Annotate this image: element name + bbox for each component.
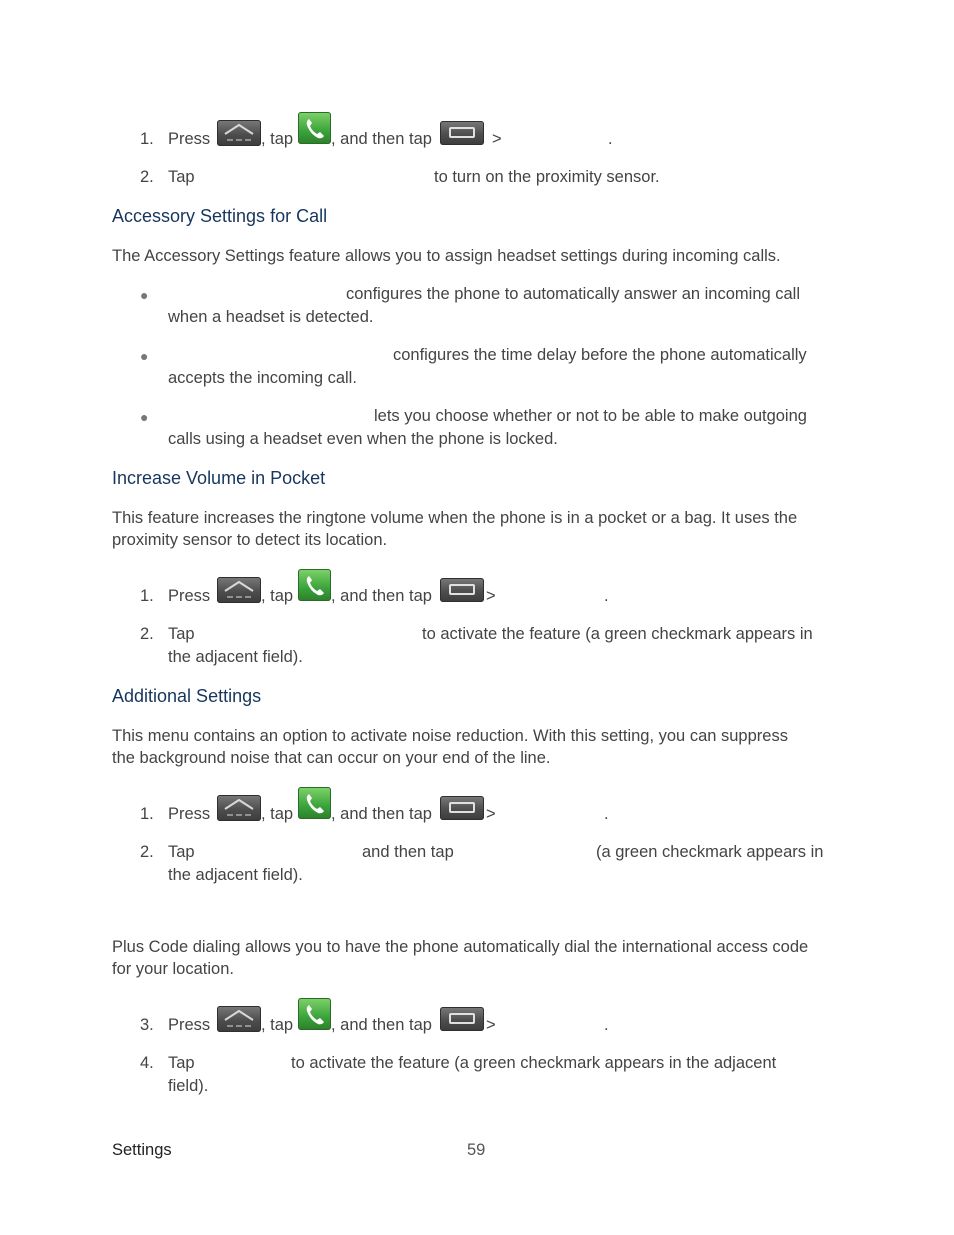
gt-separator: > [492, 130, 502, 148]
then-tap-label: , and then tap [331, 805, 432, 823]
step-number: 2. [140, 168, 154, 186]
bullet-mark: ● [140, 287, 149, 303]
phone-app-icon [298, 112, 331, 144]
period: . [604, 1016, 609, 1034]
press-label: Press [168, 130, 211, 148]
gt-separator: > [486, 805, 496, 823]
phone-app-icon [298, 787, 331, 819]
bullet-mark: ● [140, 409, 149, 425]
section-intro-line: the background noise that can occur on your end of the line. [112, 749, 551, 767]
step-text: (a green checkmark appears in [596, 843, 824, 861]
step-number: 1. [140, 130, 154, 148]
step-text: to activate the feature (a green checkmark appears in the adjacent [291, 1054, 777, 1072]
home-key-icon [217, 577, 261, 603]
tap-label: , tap [261, 805, 294, 823]
page-number: 59 [467, 1141, 486, 1159]
tap-label: , tap [261, 130, 294, 148]
section-heading: Accessory Settings for Call [112, 206, 328, 226]
tap-label: , tap [261, 587, 294, 605]
bullet-text: when a headset is detected. [168, 308, 374, 326]
bullet-text: configures the time delay before the phone automatically [393, 346, 807, 364]
section-intro-line: Plus Code dialing allows you to have the phone automatically dial the international access code [112, 938, 809, 956]
step-text: and then tap [362, 843, 454, 861]
menu-key-icon [440, 578, 484, 602]
then-tap-label: , and then tap [331, 1016, 432, 1034]
footer-section-title: Settings [112, 1141, 172, 1159]
step-number: 1. [140, 587, 154, 605]
bullet-mark: ● [140, 348, 149, 364]
tap-label: Tap [168, 168, 195, 186]
press-label: Press [168, 587, 211, 605]
then-tap-label: , and then tap [331, 587, 432, 605]
step-number: 2. [140, 625, 154, 643]
bullet-text: lets you choose whether or not to be able to make outgoing [374, 407, 807, 425]
period: . [604, 587, 609, 605]
step-text: field). [168, 1077, 209, 1095]
home-key-icon [217, 120, 261, 146]
press-label: Press [168, 805, 211, 823]
section-intro: The Accessory Settings feature allows you to assign headset settings during incoming calls. [112, 247, 781, 265]
bullet-text: calls using a headset even when the phone is locked. [168, 430, 558, 448]
phone-app-icon [298, 998, 331, 1030]
section-heading: Additional Settings [112, 686, 262, 706]
section-heading: Increase Volume in Pocket [112, 468, 326, 488]
step-number: 2. [140, 843, 154, 861]
tap-label: , tap [261, 1016, 294, 1034]
home-key-icon [217, 1006, 261, 1032]
step-number: 4. [140, 1054, 154, 1072]
section-intro-line: This feature increases the ringtone volume when the phone is in a pocket or a bag. It uses the [112, 509, 798, 527]
bullet-text: accepts the incoming call. [168, 369, 357, 387]
section-intro-line: for your location. [112, 960, 234, 978]
home-key-icon [217, 795, 261, 821]
press-label: Press [168, 1016, 211, 1034]
tap-label: Tap [168, 625, 195, 643]
step-text: the adjacent field). [168, 866, 303, 884]
step-number: 1. [140, 805, 154, 823]
tap-label: Tap [168, 1054, 195, 1072]
menu-key-icon [440, 796, 484, 820]
then-tap-label: , and then tap [331, 130, 432, 148]
menu-key-icon [440, 1007, 484, 1031]
step-number: 3. [140, 1016, 154, 1034]
period: . [608, 130, 613, 148]
phone-app-icon [298, 569, 331, 601]
menu-key-icon [440, 121, 484, 145]
period: . [604, 805, 609, 823]
step-text: the adjacent field). [168, 648, 303, 666]
step-text: to turn on the proximity sensor. [434, 168, 660, 186]
section-intro-line: This menu contains an option to activate noise reduction. With this setting, you can suppress [112, 727, 788, 745]
gt-separator: > [486, 587, 496, 605]
tap-label: Tap [168, 843, 195, 861]
section-intro-line: proximity sensor to detect its location. [112, 531, 388, 549]
step-text: to activate the feature (a green checkmark appears in [422, 625, 813, 643]
gt-separator: > [486, 1016, 496, 1034]
bullet-text: configures the phone to automatically answer an incoming call [346, 285, 801, 303]
